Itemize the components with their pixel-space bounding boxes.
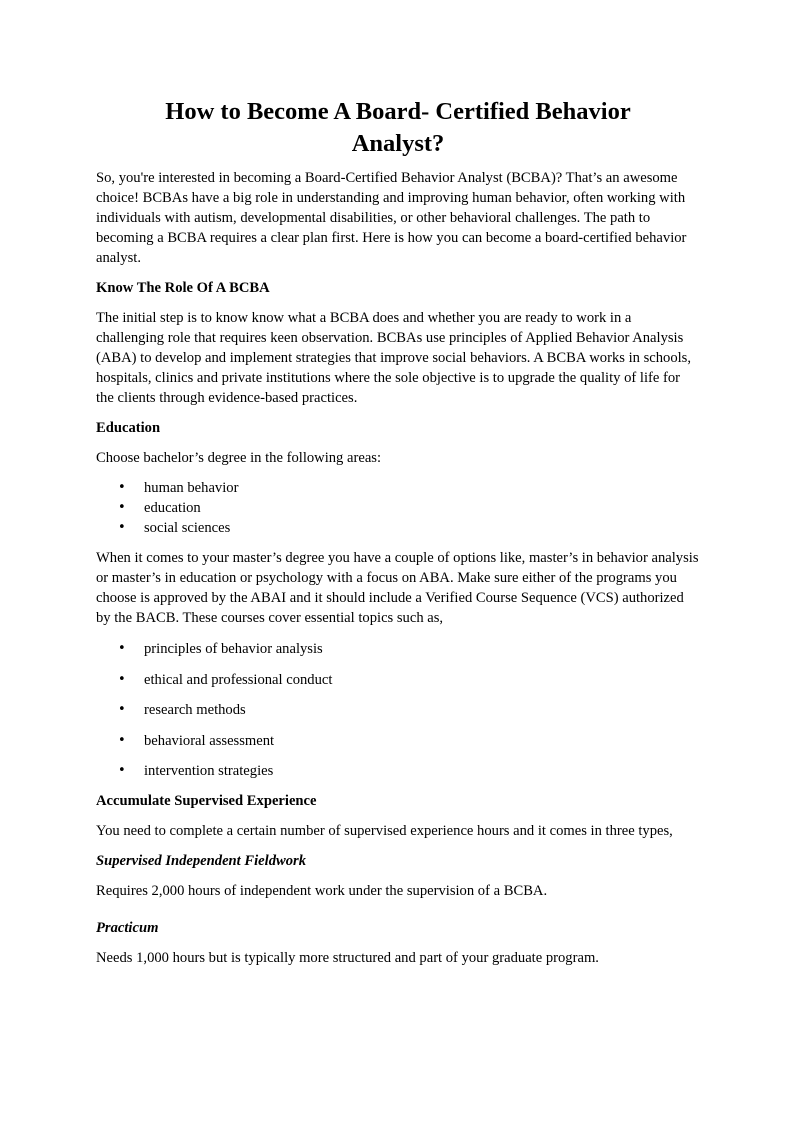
page-title: How to Become A Board- Certified Behavior Analyst?	[165, 98, 631, 157]
experience-heading: Accumulate Supervised Experience	[96, 793, 317, 809]
experience-paragraph: You need to complete a certain number of supervised experience hours and it comes in three types,	[96, 823, 673, 839]
role-paragraph: The initial step is to know know what a BCBA does and whether you are ready to work in a challenging role that requires keen observation. BCBAs use principles of Applied Behavior Analysis (ABA) to develop and implement strategies that improve social behaviors. A BCBA works in schools, hospitals, clinics and private institutions where the sole objective is to upgrade the quality of life for the clients through evidence-based practices.	[96, 310, 692, 406]
education-lead: Choose bachelor’s degree in the following areas:	[96, 450, 382, 466]
list-item: • ethical and professional conduct	[96, 670, 700, 690]
list-item: • human behavior	[96, 478, 700, 498]
list-item: • principles of behavior analysis	[96, 639, 700, 659]
masters-paragraph: When it comes to your master’s degree you have a couple of options like, master’s in behavior analysis or master’s in education or psychology with a focus on ABA. Make sure either of the programs you choose is approved by the ABAI and it should include a Verified Course Sequence (VCS) authorized by the BACB. These courses cover essential topics such as,	[96, 550, 699, 626]
practicum-paragraph: Needs 1,000 hours but is typically more structured and part of your graduate program.	[96, 950, 599, 966]
education-heading: Education	[96, 420, 161, 436]
role-heading: Know The Role Of A BCBA	[96, 280, 270, 296]
list-item: • social sciences	[96, 518, 700, 538]
intro-paragraph: So, you're interested in becoming a Board-Certified Behavior Analyst (BCBA)? That’s an awesome choice! BCBAs have a big role in understanding and improving human behavior, often working with individuals with autism, developmental disabilities, or other behavioral challenges. The path to becoming a BCBA requires a clear plan first. Here is how you can become a board-certified behavior analyst.	[96, 170, 687, 266]
document-page	[96, 96, 700, 978]
list-item: • research methods	[96, 700, 700, 720]
practicum-heading: Practicum	[96, 920, 159, 936]
list-item: • intervention strategies	[96, 761, 700, 781]
list-item: • education	[96, 498, 700, 518]
fieldwork-paragraph: Requires 2,000 hours of independent work under the supervision of a BCBA.	[96, 883, 548, 899]
list-item: • behavioral assessment	[96, 731, 700, 751]
bachelor-areas-list	[96, 478, 700, 538]
fieldwork-heading: Supervised Independent Fieldwork	[96, 853, 306, 869]
course-topics-list	[96, 639, 700, 781]
